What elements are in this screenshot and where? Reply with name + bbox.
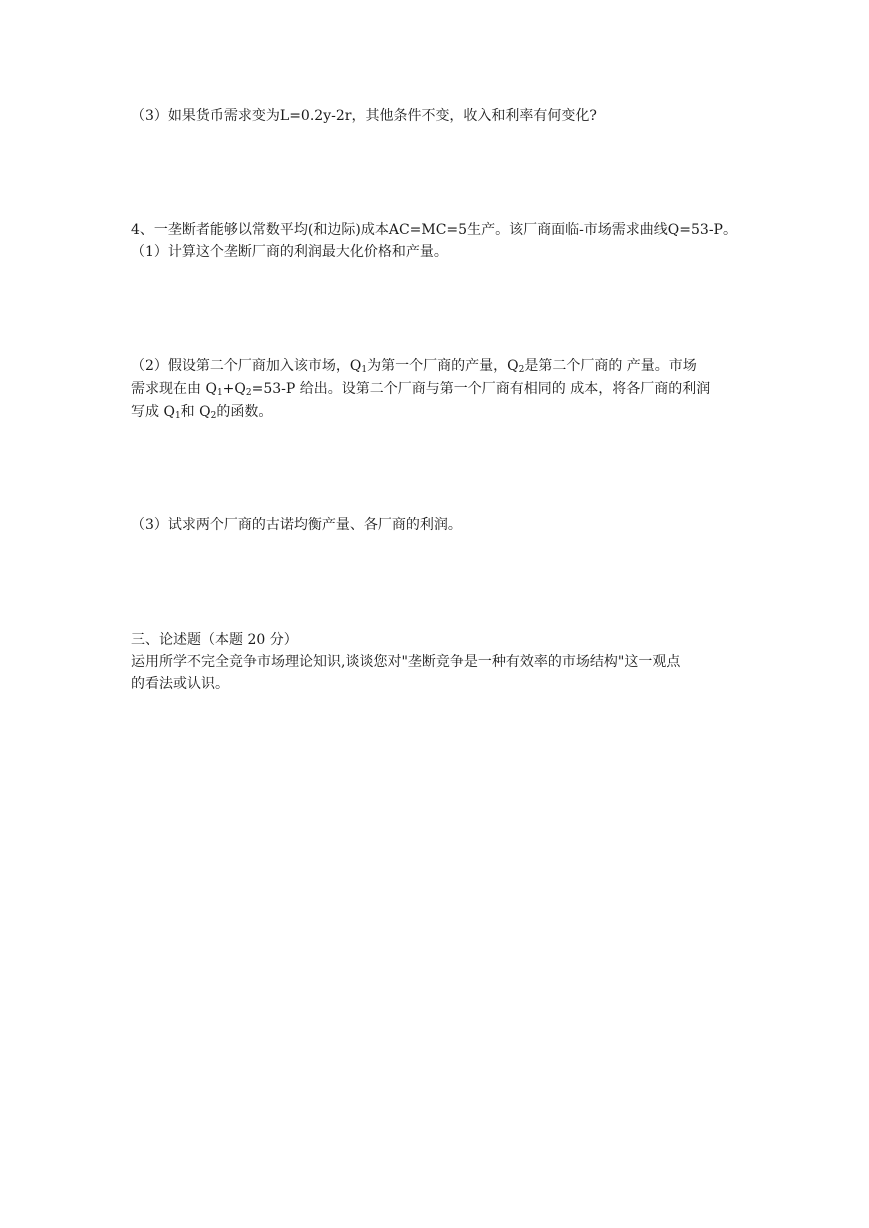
subscript: 1: [361, 365, 368, 375]
text-segment: 是第二个厂商的 产量。市场: [524, 358, 697, 374]
subscript: 1: [174, 411, 181, 421]
text-segment: =53-P 给出。设第二个厂商与第一个厂商有相同的 成本，将各厂商的利润: [251, 381, 711, 397]
text-segment: +Q: [222, 381, 246, 397]
essay-question-line-1: 运用所学不完全竞争市场理论知识,谈谈您对"垄断竞争是一种有效率的市场结构"这一观点: [131, 654, 681, 670]
text-segment: 写成 Q: [131, 404, 175, 420]
question-4-intro: 4、一垄断者能够以常数平均(和边际)成本AC=MC=5生产。该厂商面临-市场需求曲线Q=53-P。: [131, 222, 737, 238]
section-3-heading: 三、论述题（本题 20 分）: [131, 632, 298, 648]
question-4-part-2-line-3: [131, 401, 751, 423]
essay-question-line-2: 的看法或认识。: [131, 676, 229, 692]
text-segment: （2）假设第二个厂商加入该市场，Q: [131, 358, 362, 374]
text-segment: 的函数。: [216, 404, 273, 420]
text-segment: 和 Q: [180, 404, 211, 420]
text-segment: 需求现在由 Q: [131, 381, 217, 397]
question-4-part-1: （1）计算这个垄断厂商的利润最大化价格和产量。: [131, 244, 448, 260]
subscript: 2: [245, 388, 252, 398]
question-4-part-3: （3）试求两个厂商的古诺均衡产量、各厂商的利润。: [131, 517, 462, 533]
subscript: 2: [210, 411, 217, 421]
text-segment: 为第一个厂商的产量，Q: [367, 358, 519, 374]
question-4-part-2-line-2: [131, 378, 751, 400]
subscript: 1: [216, 388, 223, 398]
question-3-part-3: （3）如果货币需求变为L=0.2y-2r，其他条件不变，收入和利率有何变化?: [131, 108, 597, 124]
question-4-part-2-line-1: [131, 355, 751, 377]
subscript: 2: [518, 365, 525, 375]
